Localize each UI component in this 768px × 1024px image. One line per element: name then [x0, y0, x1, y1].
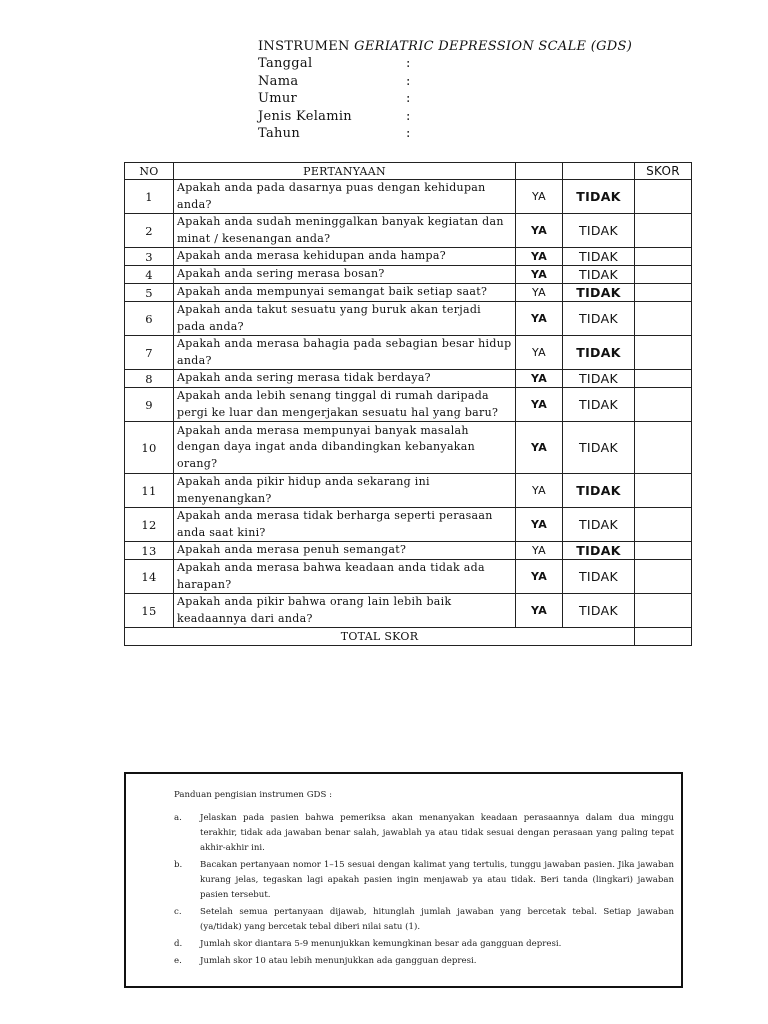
field-colon: :	[406, 73, 411, 89]
answer-tidak[interactable]: TIDAK	[563, 336, 635, 370]
form-title	[258, 38, 632, 55]
score-cell[interactable]	[635, 594, 692, 628]
question-row	[125, 370, 692, 388]
question-number: 9	[125, 388, 174, 422]
guide-item-marker: c.	[174, 907, 182, 917]
total-score-label: TOTAL SKOR	[125, 628, 635, 646]
question-number: 6	[125, 302, 174, 336]
question-number: 14	[125, 560, 174, 594]
answer-ya[interactable]: YA	[516, 180, 563, 214]
question-number: 7	[125, 336, 174, 370]
field-colon: :	[406, 108, 411, 124]
question-text: Apakah anda takut sesuatu yang buruk akan terjadi pada anda?	[174, 302, 516, 336]
answer-ya[interactable]: YA	[516, 388, 563, 422]
answer-tidak[interactable]: TIDAK	[563, 560, 635, 594]
answer-ya[interactable]: YA	[516, 594, 563, 628]
answer-tidak[interactable]: TIDAK	[563, 542, 635, 560]
identity-fields	[258, 55, 632, 143]
score-cell[interactable]	[635, 214, 692, 248]
question-row	[125, 560, 692, 594]
guide-item-text: Jumlah skor diantara 5-9 menunjukkan kemungkinan besar ada gangguan depresi.	[200, 939, 562, 949]
score-cell[interactable]	[635, 422, 692, 474]
answer-ya[interactable]: YA	[516, 248, 563, 266]
question-number: 5	[125, 284, 174, 302]
answer-tidak[interactable]: TIDAK	[563, 508, 635, 542]
question-row	[125, 266, 692, 284]
question-text: Apakah anda merasa tidak berharga seperti perasaan anda saat kini?	[174, 508, 516, 542]
guide-item-text: Jumlah skor 10 atau lebih menunjukkan ada gangguan depresi.	[200, 956, 477, 966]
question-text: Apakah anda pikir hidup anda sekarang ini menyenangkan?	[174, 474, 516, 508]
guide-item	[174, 811, 674, 856]
question-text: Apakah anda sering merasa bosan?	[174, 266, 516, 284]
guide-item	[174, 905, 674, 935]
answer-ya[interactable]: YA	[516, 508, 563, 542]
answer-tidak[interactable]: TIDAK	[563, 388, 635, 422]
question-row	[125, 336, 692, 370]
header-no: NO	[125, 163, 174, 180]
question-row	[125, 388, 692, 422]
question-row	[125, 284, 692, 302]
answer-ya[interactable]: YA	[516, 266, 563, 284]
answer-tidak[interactable]: TIDAK	[563, 284, 635, 302]
answer-ya[interactable]: YA	[516, 474, 563, 508]
question-number: 1	[125, 180, 174, 214]
question-row	[125, 180, 692, 214]
guide-list	[174, 811, 674, 969]
question-row	[125, 508, 692, 542]
header-score: SKOR	[635, 163, 692, 180]
title-scale-name: GERIATRIC DEPRESSION SCALE (GDS)	[354, 39, 633, 54]
total-row	[125, 628, 692, 646]
answer-tidak[interactable]: TIDAK	[563, 266, 635, 284]
question-text: Apakah anda merasa kehidupan anda hampa?	[174, 248, 516, 266]
header-tidak-blank	[563, 163, 635, 180]
answer-ya[interactable]: YA	[516, 336, 563, 370]
answer-tidak[interactable]: TIDAK	[563, 214, 635, 248]
field-label: Tahun	[258, 126, 301, 142]
form-header	[258, 38, 632, 143]
guide-title: Panduan pengisian instrumen GDS :	[174, 790, 332, 800]
question-row	[125, 474, 692, 508]
question-row	[125, 542, 692, 560]
question-text: Apakah anda sudah meninggalkan banyak kegiatan dan minat / kesenangan anda?	[174, 214, 516, 248]
guide-item-marker: b.	[174, 860, 183, 870]
gds-questionnaire-table	[124, 162, 692, 646]
question-text: Apakah anda merasa penuh semangat?	[174, 542, 516, 560]
title-prefix: INSTRUMEN	[258, 39, 350, 54]
question-text: Apakah anda merasa bahwa keadaan anda tidak ada harapan?	[174, 560, 516, 594]
question-number: 4	[125, 266, 174, 284]
score-cell[interactable]	[635, 180, 692, 214]
question-number: 3	[125, 248, 174, 266]
answer-tidak[interactable]: TIDAK	[563, 302, 635, 336]
answer-ya[interactable]: YA	[516, 302, 563, 336]
question-row	[125, 302, 692, 336]
table-header-row	[125, 163, 692, 180]
question-number: 8	[125, 370, 174, 388]
field-colon: :	[406, 126, 411, 142]
question-text: Apakah anda merasa mempunyai banyak masalah dengan daya ingat anda dibandingkan kebanyakan orang?	[174, 422, 516, 474]
answer-ya[interactable]: YA	[516, 542, 563, 560]
question-number: 10	[125, 422, 174, 474]
total-score-cell[interactable]	[635, 628, 692, 646]
guide-item	[174, 937, 674, 952]
field-colon: :	[406, 91, 411, 107]
question-number: 12	[125, 508, 174, 542]
question-text: Apakah anda pada dasarnya puas dengan kehidupan anda?	[174, 180, 516, 214]
answer-tidak[interactable]: TIDAK	[563, 180, 635, 214]
field-label: Umur	[258, 91, 298, 107]
question-text: Apakah anda sering merasa tidak berdaya?	[174, 370, 516, 388]
answer-tidak[interactable]: TIDAK	[563, 248, 635, 266]
score-cell[interactable]	[635, 560, 692, 594]
answer-ya[interactable]: YA	[516, 560, 563, 594]
score-cell[interactable]	[635, 508, 692, 542]
score-cell[interactable]	[635, 388, 692, 422]
answer-ya[interactable]: YA	[516, 284, 563, 302]
field-label: Tanggal	[258, 56, 313, 71]
guide-item	[174, 954, 674, 969]
answer-tidak[interactable]: TIDAK	[563, 370, 635, 388]
guide-box	[124, 772, 683, 988]
question-row	[125, 594, 692, 628]
answer-ya[interactable]: YA	[516, 214, 563, 248]
question-text: Apakah anda lebih senang tinggal di rumah daripada pergi ke luar dan mengerjakan sesuatu hal yang baru?	[174, 388, 516, 422]
identity-field	[258, 90, 632, 108]
question-number: 11	[125, 474, 174, 508]
answer-tidak[interactable]: TIDAK	[563, 422, 635, 474]
score-cell[interactable]	[635, 474, 692, 508]
question-text: Apakah anda pikir bahwa orang lain lebih baik keadaannya dari anda?	[174, 594, 516, 628]
question-text: Apakah anda mempunyai semangat baik setiap saat?	[174, 284, 516, 302]
answer-ya[interactable]: YA	[516, 370, 563, 388]
question-number: 15	[125, 594, 174, 628]
score-cell[interactable]	[635, 266, 692, 284]
score-cell[interactable]	[635, 336, 692, 370]
score-cell[interactable]	[635, 248, 692, 266]
answer-tidak[interactable]: TIDAK	[563, 474, 635, 508]
guide-item-marker: a.	[174, 813, 182, 823]
guide-item-text: Bacakan pertanyaan nomor 1–15 sesuai dengan kalimat yang tertulis, tunggu jawaban pasien. Jika jawaban kurang jelas, tegaskan lagi apakah pasien ingin menjawab ya atau tidak. Beri tanda (lingkari) jawaban pasien tersebut.	[200, 860, 674, 900]
question-number: 13	[125, 542, 174, 560]
field-label: Jenis Kelamin	[258, 108, 352, 124]
field-colon: :	[406, 56, 411, 71]
score-cell[interactable]	[635, 284, 692, 302]
header-question: PERTANYAAN	[174, 163, 516, 180]
identity-field	[258, 55, 632, 73]
guide-item-text: Jelaskan pada pasien bahwa pemeriksa akan menanyakan keadaan perasaannya dalam dua minggu terakhir, tidak ada jawaban benar salah, jawablah ya atau tidak sesuai dengan perasaan yang paling tepat akhir-akhir ini.	[200, 813, 674, 853]
guide-item-marker: d.	[174, 939, 183, 949]
score-cell[interactable]	[635, 370, 692, 388]
question-row	[125, 422, 692, 474]
question-row	[125, 214, 692, 248]
guide-item	[174, 858, 674, 903]
answer-ya[interactable]: YA	[516, 422, 563, 474]
header-ya-blank	[516, 163, 563, 180]
field-label: Nama	[258, 73, 299, 89]
question-text: Apakah anda merasa bahagia pada sebagian besar hidup anda?	[174, 336, 516, 370]
question-number: 2	[125, 214, 174, 248]
score-cell[interactable]	[635, 302, 692, 336]
identity-field	[258, 125, 632, 143]
guide-item-marker: e.	[174, 956, 182, 966]
identity-field	[258, 73, 632, 91]
identity-field	[258, 108, 632, 126]
score-cell[interactable]	[635, 542, 692, 560]
answer-tidak[interactable]: TIDAK	[563, 594, 635, 628]
guide-item-text: Setelah semua pertanyaan dijawab, hitunglah jumlah jawaban yang bercetak tebal. Setiap jawaban (ya/tidak) yang bercetak tebal diberi nilai satu (1).	[200, 907, 674, 932]
question-row	[125, 248, 692, 266]
